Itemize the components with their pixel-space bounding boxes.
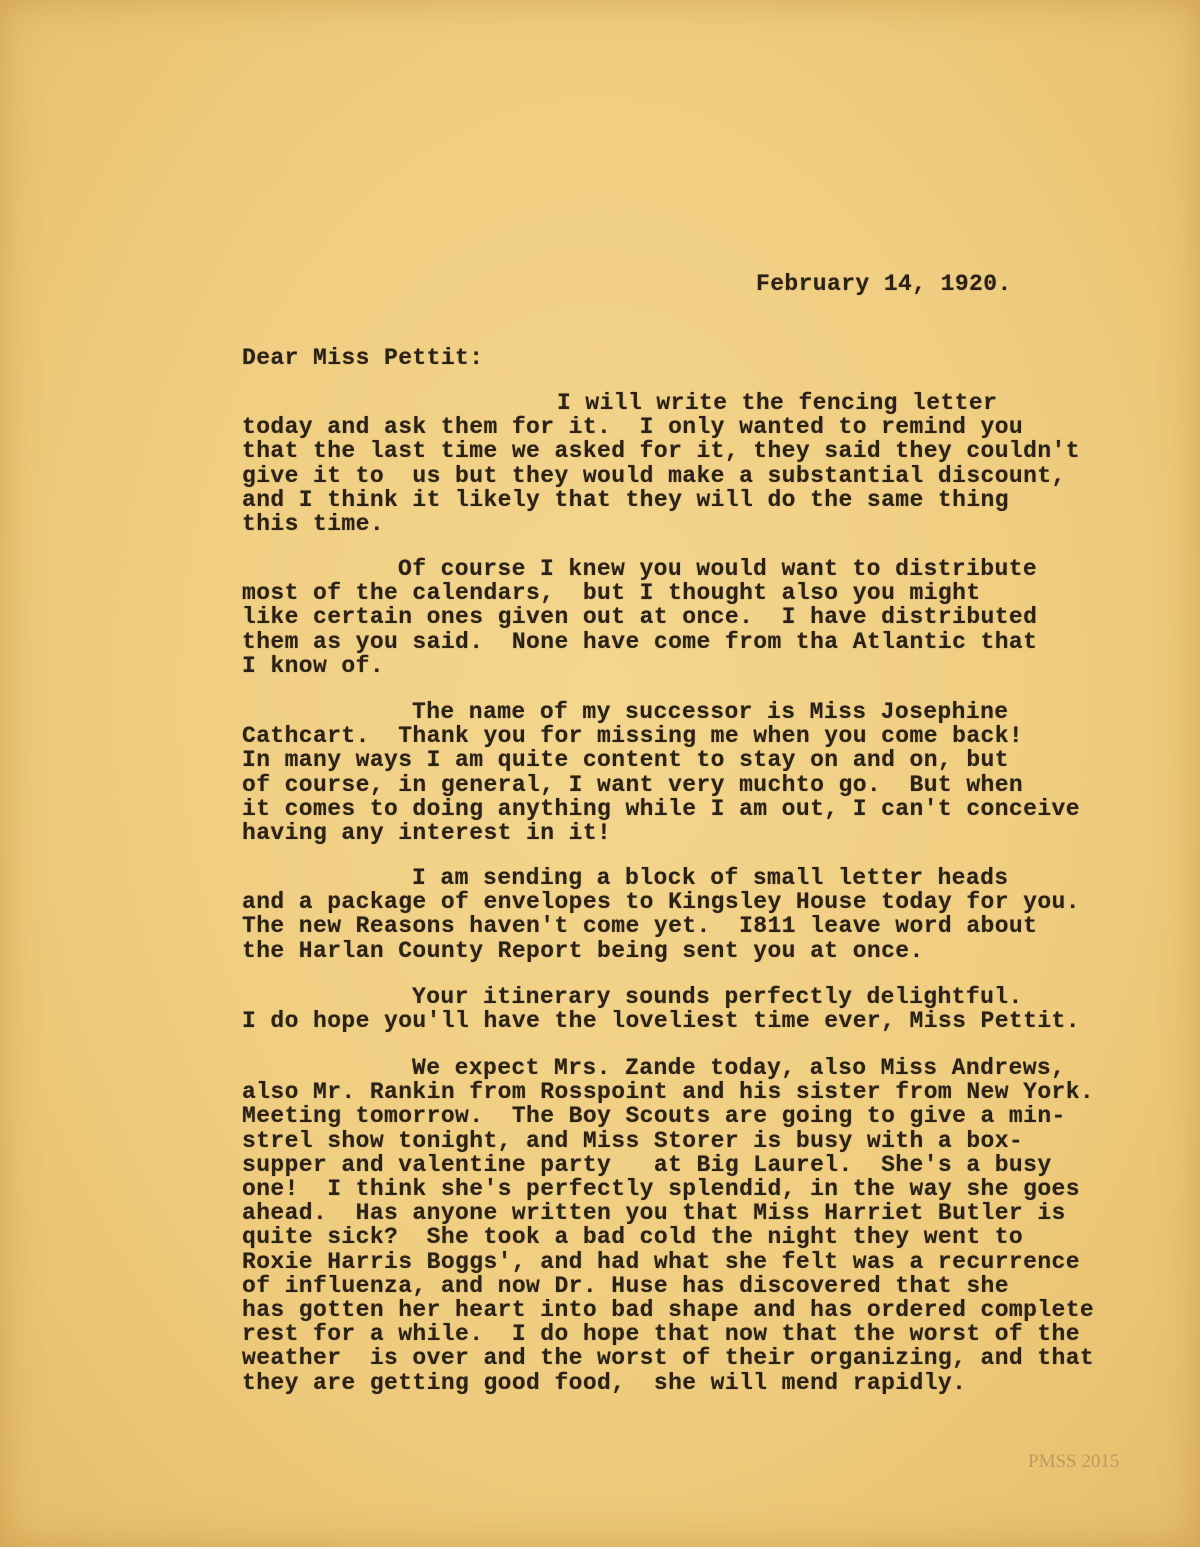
text-line: In many ways I am quite content to stay on and on, but <box>242 747 1009 774</box>
text-line: today and ask them for it. I only wanted to remind you <box>242 414 1024 441</box>
text-line: Meeting tomorrow. The Boy Scouts are going to give a min- <box>242 1103 1066 1130</box>
paragraph-6 <box>242 1056 1094 1395</box>
text-line: and a package of envelopes to Kingsley House today for you. <box>242 889 1080 916</box>
salutation: Dear Miss Pettit: <box>242 345 484 371</box>
text-line: quite sick? She took a bad cold the night they went to <box>242 1224 1024 1251</box>
text-line: I will write the fencing letter <box>557 390 998 416</box>
text-line: I do hope you'll have the loveliest time ever, Miss Pettit. <box>242 1008 1080 1035</box>
text-line: has gotten her heart into bad shape and has ordered complete <box>242 1297 1095 1324</box>
text-line: like certain ones given out at once. I have distributed <box>242 604 1038 631</box>
text-line: rest for a while. I do hope that now that the worst of the <box>242 1321 1080 1348</box>
text-line: weather is over and the worst of their organizing, and that <box>242 1345 1095 1372</box>
text-line: that the last time we asked for it, they said they couldn't <box>242 438 1080 465</box>
text-line: having any interest in it! <box>242 820 612 847</box>
paragraph-5 <box>242 985 1080 1033</box>
text-line: Your itinerary sounds perfectly delightful. <box>412 984 1023 1010</box>
text-line: and I think it likely that they will do the same thing <box>242 486 1009 513</box>
text-line: give it to us but they would make a substantial discount, <box>242 462 1066 489</box>
text-line: Roxie Harris Boggs', and had what she felt was a recurrence <box>242 1248 1080 1275</box>
paragraph-2 <box>242 557 1037 678</box>
text-line: The name of my successor is Miss Josephine <box>412 699 1009 725</box>
text-line: the Harlan County Report being sent you at once. <box>242 937 924 964</box>
text-line: The new Reasons haven't come yet. I811 leave word about <box>242 913 1038 940</box>
text-line: of influenza, and now Dr. Huse has discovered that she <box>242 1272 1009 1299</box>
paragraph-1 <box>242 391 1080 536</box>
text-line: they are getting good food, she will mend rapidly. <box>242 1369 967 1396</box>
text-line: this time. <box>242 511 385 538</box>
text-line: it comes to doing anything while I am out, I can't conceive <box>242 795 1080 822</box>
text-line: strel show tonight, and Miss Storer is busy with a box- <box>242 1127 1024 1154</box>
text-line: I am sending a block of small letter heads <box>412 865 1009 891</box>
text-line: also Mr. Rankin from Rosspoint and his sister from New York. <box>242 1079 1095 1106</box>
letter-date: February 14, 1920. <box>756 271 1012 297</box>
text-line: Cathcart. Thank you for missing me when you come back! <box>242 723 1024 750</box>
text-line: one! I think she's perfectly splendid, in the way she goes <box>242 1176 1080 1203</box>
paragraph-4 <box>242 866 1080 963</box>
text-line: of course, in general, I want very muchto go. But when <box>242 771 1024 798</box>
text-line: I know of. <box>242 652 385 679</box>
text-line: Of course I knew you would want to distribute <box>398 556 1038 582</box>
text-line: supper and valentine party at Big Laurel. She's a busy <box>242 1151 1052 1178</box>
text-line: ahead. Has anyone written you that Miss Harriet Butler is <box>242 1200 1066 1227</box>
archive-watermark: PMSS 2015 <box>1028 1451 1120 1472</box>
paragraph-3 <box>242 700 1080 845</box>
text-line: most of the calendars, but I thought also you might <box>242 580 981 607</box>
text-line: We expect Mrs. Zande today, also Miss Andrews, <box>412 1055 1066 1081</box>
text-line: them as you said. None have come from tha Atlantic that <box>242 628 1038 655</box>
